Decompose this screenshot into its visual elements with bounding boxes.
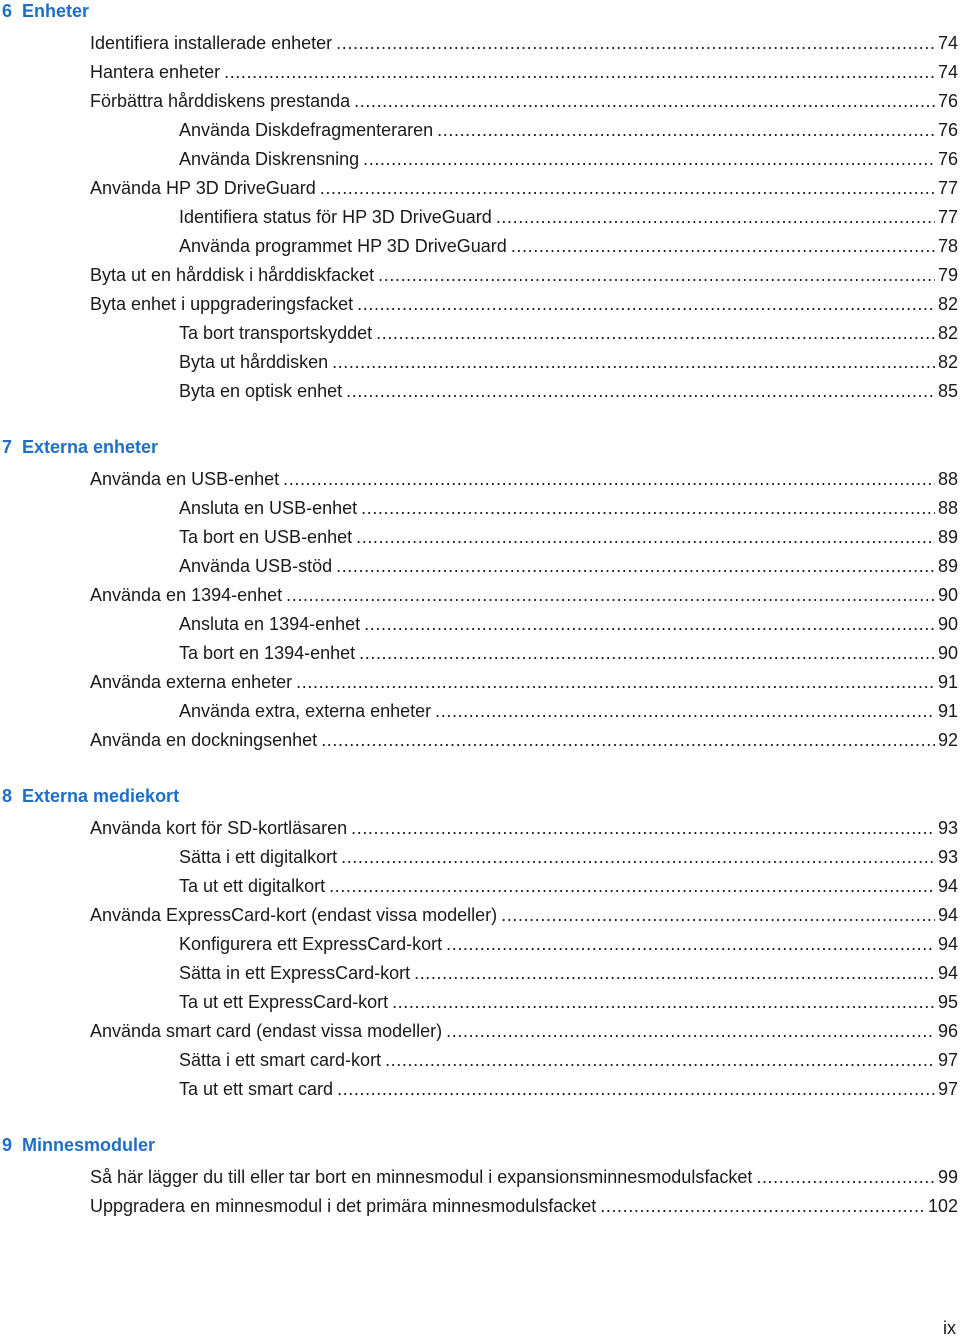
entry-label: Använda externa enheter	[90, 672, 293, 692]
entry-label: Ta bort en 1394-enhet	[179, 643, 356, 663]
dot-leader	[320, 174, 935, 203]
entry-label: Ta bort transportskyddet	[179, 323, 373, 343]
entry-page-number: 88	[937, 469, 958, 489]
entry-label: Använda extra, externa enheter	[179, 701, 432, 721]
toc-entry[interactable]	[179, 639, 958, 668]
entry-page-number: 88	[937, 498, 958, 518]
toc-entry[interactable]	[179, 319, 958, 348]
dot-leader	[286, 581, 935, 610]
entry-page-number: 94	[937, 876, 958, 896]
toc-entry[interactable]	[90, 1163, 958, 1192]
entry-label: Identifiera installerade enheter	[90, 33, 333, 53]
toc-entry[interactable]	[179, 988, 958, 1017]
entry-page-number: 74	[937, 62, 958, 82]
entry-page-number: 94	[937, 905, 958, 925]
toc-entry[interactable]	[179, 523, 958, 552]
entry-page-number: 97	[937, 1079, 958, 1099]
toc-entry[interactable]	[179, 145, 958, 174]
entry-page-number: 92	[937, 730, 958, 750]
toc-entry[interactable]	[90, 87, 958, 116]
toc-entry[interactable]	[90, 174, 958, 203]
toc-entry[interactable]	[90, 668, 958, 697]
chapter-section	[0, 436, 960, 755]
dot-leader	[336, 552, 935, 581]
entry-label: Sätta i ett digitalkort	[179, 847, 338, 867]
entry-label: Förbättra hårddiskens prestanda	[90, 91, 351, 111]
toc-entry[interactable]	[90, 581, 958, 610]
toc-entry[interactable]	[179, 1075, 958, 1104]
chapter-section	[0, 1134, 960, 1221]
toc-entry[interactable]	[90, 290, 958, 319]
chapter-section	[0, 785, 960, 1104]
entry-page-number: 91	[937, 701, 958, 721]
dot-leader	[356, 523, 935, 552]
dot-leader	[363, 145, 935, 174]
chapter-number: 9	[2, 1135, 13, 1155]
entry-page-number: 97	[937, 1050, 958, 1070]
entry-page-number: 95	[937, 992, 958, 1012]
dot-leader	[336, 29, 935, 58]
entry-page-number: 76	[937, 91, 958, 111]
toc-entry[interactable]	[179, 1046, 958, 1075]
entry-label: Ansluta en USB-enhet	[179, 498, 358, 518]
toc-entry[interactable]	[179, 872, 958, 901]
entry-label: Använda ExpressCard-kort (endast vissa modeller)	[90, 905, 498, 925]
entry-page-number: 89	[937, 556, 958, 576]
entry-page-number: 94	[937, 934, 958, 954]
entry-page-number: 90	[937, 614, 958, 634]
entry-label: Så här lägger du till eller tar bort en minnesmodul i expansionsminnesmodulsfacket	[90, 1167, 753, 1187]
chapter-title: Externa mediekort	[22, 786, 180, 806]
dot-leader	[376, 319, 935, 348]
toc-entry[interactable]	[90, 29, 958, 58]
entry-label: Använda HP 3D DriveGuard	[90, 178, 316, 198]
toc-entry[interactable]	[90, 261, 958, 290]
entry-label: Ansluta en 1394-enhet	[179, 614, 361, 634]
dot-leader	[296, 668, 935, 697]
entry-label: Byta enhet i uppgraderingsfacket	[90, 294, 354, 314]
entry-label: Ta bort en USB-enhet	[179, 527, 353, 547]
entry-label: Hantera enheter	[90, 62, 221, 82]
dot-leader	[378, 261, 935, 290]
dot-leader	[346, 377, 935, 406]
dot-leader	[357, 290, 935, 319]
toc-entry[interactable]	[90, 1017, 958, 1046]
toc-entry[interactable]	[90, 1192, 958, 1221]
chapter-number: 8	[2, 786, 13, 806]
dot-leader	[511, 232, 935, 261]
chapter-number: 6	[2, 1, 13, 21]
dot-leader	[332, 348, 935, 377]
dot-leader	[364, 610, 935, 639]
entry-label: Sätta i ett smart card-kort	[179, 1050, 382, 1070]
entry-page-number: 93	[937, 818, 958, 838]
chapter-heading[interactable]	[2, 785, 960, 807]
toc-entry[interactable]	[179, 348, 958, 377]
toc-entry[interactable]	[179, 610, 958, 639]
entry-label: Ta ut ett digitalkort	[179, 876, 326, 896]
dot-leader	[341, 843, 935, 872]
dot-leader	[496, 203, 935, 232]
chapter-heading[interactable]	[2, 0, 960, 22]
toc-entry[interactable]	[179, 494, 958, 523]
entry-page-number: 79	[937, 265, 958, 285]
entry-label: Identifiera status för HP 3D DriveGuard	[179, 207, 492, 227]
entry-label: Ta ut ett ExpressCard-kort	[179, 992, 389, 1012]
entry-page-number: 76	[937, 149, 958, 169]
entry-label: Använda en 1394-enhet	[90, 585, 283, 605]
entry-label: Byta ut en hårddisk i hårddiskfacket	[90, 265, 375, 285]
toc-entry[interactable]	[179, 116, 958, 145]
entry-page-number: 74	[937, 33, 958, 53]
dot-leader	[385, 1046, 935, 1075]
toc-entry[interactable]	[179, 843, 958, 872]
toc-entry[interactable]	[90, 58, 958, 87]
dot-leader	[435, 697, 935, 726]
entry-page-number: 77	[937, 207, 958, 227]
entry-page-number: 102	[927, 1196, 958, 1216]
entry-page-number: 89	[937, 527, 958, 547]
toc-entry[interactable]	[179, 959, 958, 988]
toc-entry[interactable]	[90, 901, 958, 930]
dot-leader	[756, 1163, 935, 1192]
dot-leader	[351, 814, 935, 843]
entry-label: Ta ut ett smart card	[179, 1079, 334, 1099]
entry-label: Uppgradera en minnesmodul i det primära minnesmodulsfacket	[90, 1196, 597, 1216]
toc-entry[interactable]	[90, 814, 958, 843]
toc-entry[interactable]	[90, 726, 958, 755]
toc-entry[interactable]	[179, 697, 958, 726]
dot-leader	[446, 1017, 935, 1046]
chapter-section	[0, 0, 960, 406]
dot-leader	[283, 465, 935, 494]
toc-entry[interactable]	[179, 552, 958, 581]
entry-page-number: 77	[937, 178, 958, 198]
chapter-title: Enheter	[22, 1, 90, 21]
dot-leader	[361, 494, 935, 523]
toc-entry[interactable]	[179, 377, 958, 406]
entry-page-number: 82	[937, 352, 958, 372]
entry-page-number: 76	[937, 120, 958, 140]
entry-label: Använda en USB-enhet	[90, 469, 280, 489]
dot-leader	[501, 901, 935, 930]
entry-label: Konfigurera ett ExpressCard-kort	[179, 934, 443, 954]
dot-leader	[321, 726, 935, 755]
toc-entry[interactable]	[179, 232, 958, 261]
chapter-number: 7	[2, 437, 13, 457]
chapter-title: Externa enheter	[22, 437, 159, 457]
entry-page-number: 82	[937, 294, 958, 314]
entry-page-number: 78	[937, 236, 958, 256]
page-number: ix	[943, 1318, 956, 1338]
dot-leader	[329, 872, 935, 901]
entry-page-number: 90	[937, 585, 958, 605]
toc-entry[interactable]	[179, 930, 958, 959]
entry-page-number: 99	[937, 1167, 958, 1187]
entry-page-number: 93	[937, 847, 958, 867]
toc-entry[interactable]	[90, 465, 958, 494]
chapter-title: Minnesmoduler	[22, 1135, 156, 1155]
entry-page-number: 82	[937, 323, 958, 343]
entry-label: Använda smart card (endast vissa modeller)	[90, 1021, 443, 1041]
entry-label: Använda kort för SD-kortläsaren	[90, 818, 348, 838]
dot-leader	[354, 87, 935, 116]
entry-page-number: 91	[937, 672, 958, 692]
entry-label: Använda programmet HP 3D DriveGuard	[179, 236, 507, 256]
dot-leader	[337, 1075, 935, 1104]
entry-label: Använda Diskrensning	[179, 149, 360, 169]
toc-entry[interactable]	[179, 203, 958, 232]
dot-leader	[437, 116, 935, 145]
dot-leader	[392, 988, 935, 1017]
entry-page-number: 96	[937, 1021, 958, 1041]
entry-page-number: 90	[937, 643, 958, 663]
dot-leader	[446, 930, 935, 959]
entry-label: Sätta in ett ExpressCard-kort	[179, 963, 411, 983]
dot-leader	[414, 959, 935, 988]
entry-label: Byta ut hårddisken	[179, 352, 329, 372]
chapter-heading[interactable]	[2, 1134, 960, 1156]
chapter-heading[interactable]	[2, 436, 960, 458]
entry-page-number: 94	[937, 963, 958, 983]
entry-page-number: 85	[937, 381, 958, 401]
entry-label: Använda USB-stöd	[179, 556, 333, 576]
entry-label: Använda en dockningsenhet	[90, 730, 318, 750]
entry-label: Använda Diskdefragmenteraren	[179, 120, 434, 140]
entry-label: Byta en optisk enhet	[179, 381, 343, 401]
dot-leader	[359, 639, 935, 668]
dot-leader	[600, 1192, 925, 1221]
dot-leader	[224, 58, 935, 87]
